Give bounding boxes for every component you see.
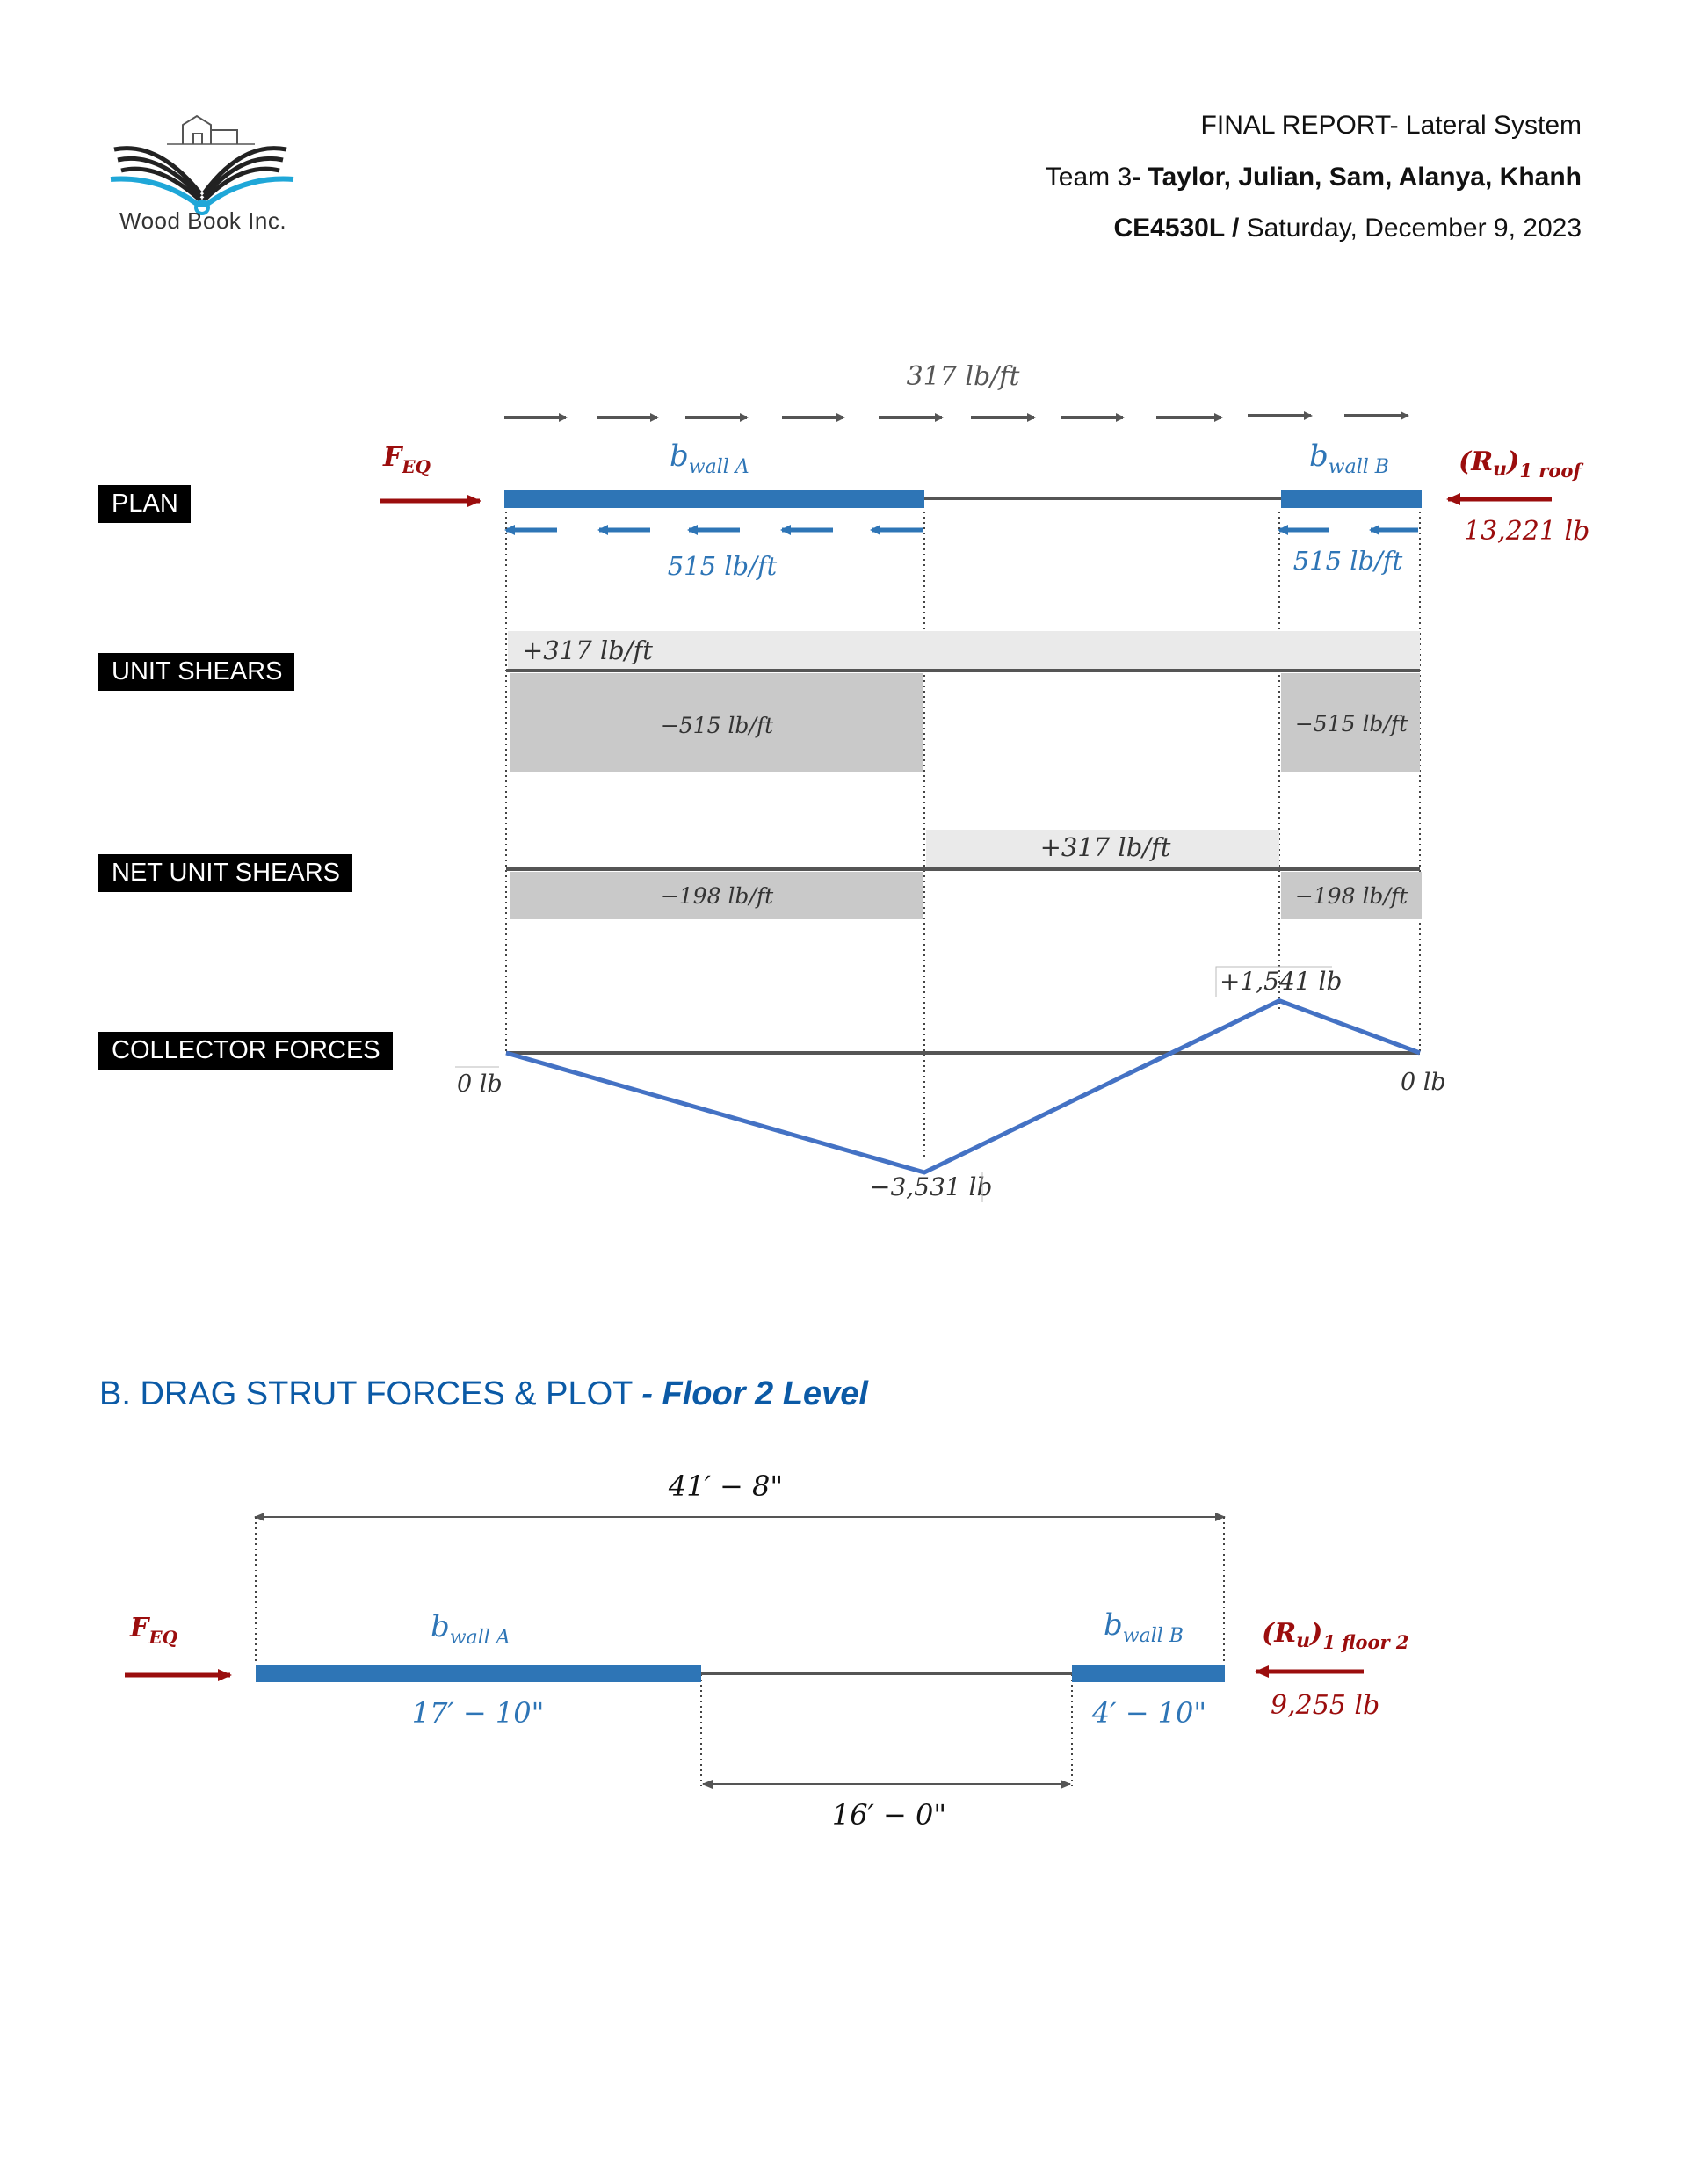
wall-b-floor2 <box>1072 1665 1225 1682</box>
wall-b-roof-label: $b_{wall B}$ <box>1309 439 1389 478</box>
course-code: CE4530L / <box>1113 214 1240 243</box>
wall-b-roof <box>1281 490 1422 508</box>
team-prefix: Team 3 <box>1045 163 1133 192</box>
wall-b-length: 4′ − 10" <box>1091 1696 1207 1730</box>
section-b-title: B. DRAG STRUT FORCES & PLOT <box>99 1375 642 1412</box>
wall-a-length: 17′ − 10" <box>411 1696 545 1730</box>
report-title: FINAL REPORT- Lateral System <box>1200 111 1582 140</box>
wall-a-floor2-label: $b_{wall A}$ <box>431 1609 510 1649</box>
wall-a-roof <box>504 490 924 508</box>
collector-min-label: −3,531 lb <box>870 1172 993 1201</box>
applied-shear-arrows <box>504 416 1408 417</box>
collector-max-label: +1,541 lb <box>1220 967 1343 996</box>
tag-net-unit-shears: NET UNIT SHEARS <box>98 854 352 892</box>
collector-force-line <box>506 1001 1420 1172</box>
report-date: Saturday, December 9, 2023 <box>1246 214 1582 243</box>
section-b-level: - Floor 2 Level <box>641 1375 868 1412</box>
net-shear-neg-b-label: −198 lb/ft <box>1294 883 1408 909</box>
unit-shear-positive-label: +317 lb/ft <box>522 635 653 665</box>
feq-roof-label: $F_{EQ}$ <box>383 442 431 477</box>
wall-a-roof-label: $b_{wall A}$ <box>670 439 749 478</box>
collector-left-label: 0 lb <box>457 1070 503 1098</box>
gap-dimension-label: 16′ − 0" <box>831 1798 947 1832</box>
tag-unit-shears: UNIT SHEARS <box>98 653 294 691</box>
applied-shear-label: 317 lb/ft <box>906 361 1020 392</box>
tag-collector-forces: COLLECTOR FORCES <box>98 1032 393 1070</box>
team-members: - Taylor, Julian, Sam, Alanya, Khanh <box>1132 163 1582 192</box>
tag-plan: PLAN <box>98 485 191 523</box>
reaction-roof-label: $(R_u)_{1 roof}$ <box>1459 446 1582 482</box>
feq-floor2-label: $F_{EQ}$ <box>130 1613 177 1648</box>
reaction-floor2-label: $(R_u)_{1 floor 2}$ <box>1262 1618 1409 1653</box>
wall-a-resist-label: 515 lb/ft <box>667 551 778 581</box>
overall-dimension-label: 41′ − 8" <box>668 1469 784 1503</box>
wall-b-floor2-label: $b_{wall B}$ <box>1104 1607 1184 1647</box>
net-shear-neg-a-label: −198 lb/ft <box>660 883 774 909</box>
unit-shear-neg-b-label: −515 lb/ft <box>1294 711 1408 736</box>
wall-a-floor2 <box>256 1665 701 1682</box>
reaction-floor2-value: 9,255 lb <box>1271 1690 1380 1721</box>
unit-shear-neg-a-label: −515 lb/ft <box>660 713 774 738</box>
floor2-guides <box>256 1517 1224 1786</box>
net-shear-positive-label: +317 lb/ft <box>1039 832 1171 862</box>
collector-right-label: 0 lb <box>1401 1069 1446 1096</box>
wall-b-resist-label: 515 lb/ft <box>1292 546 1403 576</box>
reaction-roof-value: 13,221 lb <box>1464 516 1590 547</box>
logo-wordmark: Wood Book Inc. <box>119 207 287 234</box>
